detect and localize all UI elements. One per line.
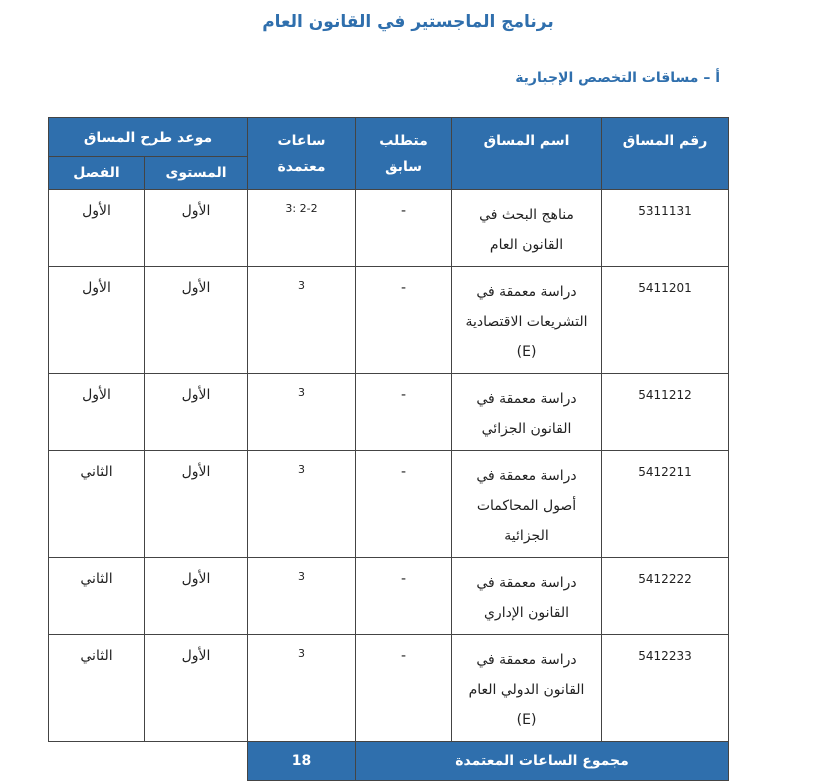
level-cell: الأول	[145, 190, 248, 267]
table-row	[49, 451, 729, 558]
table-row	[49, 558, 729, 635]
semester-cell: الثاني	[49, 451, 145, 558]
header-row	[49, 118, 729, 157]
course-name-cell: دراسة معمقة في القانون الدولي العام (E)	[452, 635, 602, 742]
credit-hours-cell: 3	[248, 374, 356, 451]
prerequisite-cell: -	[356, 374, 452, 451]
header-credit-hours: ساعات معتمدة	[248, 118, 356, 190]
credit-hours-cell: 3	[248, 635, 356, 742]
level-cell: الأول	[145, 374, 248, 451]
header-prerequisite: متطلب سابق	[356, 118, 452, 190]
prerequisite-cell: -	[356, 190, 452, 267]
header-offering-time: موعد طرح المساق	[49, 118, 248, 157]
course-name-cell: مناهج البحث في القانون العام	[452, 190, 602, 267]
semester-cell: الأول	[49, 190, 145, 267]
semester-cell: الأول	[49, 267, 145, 374]
course-number-cell: 5311131	[602, 190, 729, 267]
level-cell: الأول	[145, 451, 248, 558]
course-number-cell: 5412222	[602, 558, 729, 635]
course-number-cell: 5412211	[602, 451, 729, 558]
course-number-cell: 5411201	[602, 267, 729, 374]
header-course-name: اسم المساق	[452, 118, 602, 190]
prerequisite-cell: -	[356, 267, 452, 374]
prerequisite-cell: -	[356, 558, 452, 635]
course-name-cell: دراسة معمقة في التشريعات الاقتصادية (E)	[452, 267, 602, 374]
courses-table	[48, 117, 729, 781]
header-level: المستوى	[145, 157, 248, 190]
total-hours-value: 18	[248, 742, 356, 781]
table-row	[49, 635, 729, 742]
credit-hours-cell: 3	[248, 558, 356, 635]
semester-cell: الثاني	[49, 558, 145, 635]
section-title: أ – مساقات التخصص الإجبارية	[515, 70, 720, 86]
course-name-cell: دراسة معمقة في أصول المحاكمات الجزائية	[452, 451, 602, 558]
prerequisite-cell: -	[356, 451, 452, 558]
credit-hours-cell: 3	[248, 267, 356, 374]
total-row	[49, 742, 729, 781]
page-title: برنامج الماجستير في القانون العام	[262, 12, 554, 32]
credit-hours-cell: 3	[248, 451, 356, 558]
course-name-cell: دراسة معمقة في القانون الجزائي	[452, 374, 602, 451]
header-semester: الفصل	[49, 157, 145, 190]
level-cell: الأول	[145, 267, 248, 374]
course-name-cell: دراسة معمقة في القانون الإداري	[452, 558, 602, 635]
table-row	[49, 267, 729, 374]
semester-cell: الثاني	[49, 635, 145, 742]
table-row	[49, 190, 729, 267]
credit-hours-cell: 2-2 :3	[248, 190, 356, 267]
course-number-cell: 5411212	[602, 374, 729, 451]
total-hours-label: مجموع الساعات المعتمدة	[356, 742, 729, 781]
header-course-number: رقم المساق	[602, 118, 729, 190]
semester-cell: الأول	[49, 374, 145, 451]
table-row	[49, 374, 729, 451]
level-cell: الأول	[145, 558, 248, 635]
prerequisite-cell: -	[356, 635, 452, 742]
level-cell: الأول	[145, 635, 248, 742]
course-number-cell: 5412233	[602, 635, 729, 742]
total-row-blank	[49, 742, 248, 781]
